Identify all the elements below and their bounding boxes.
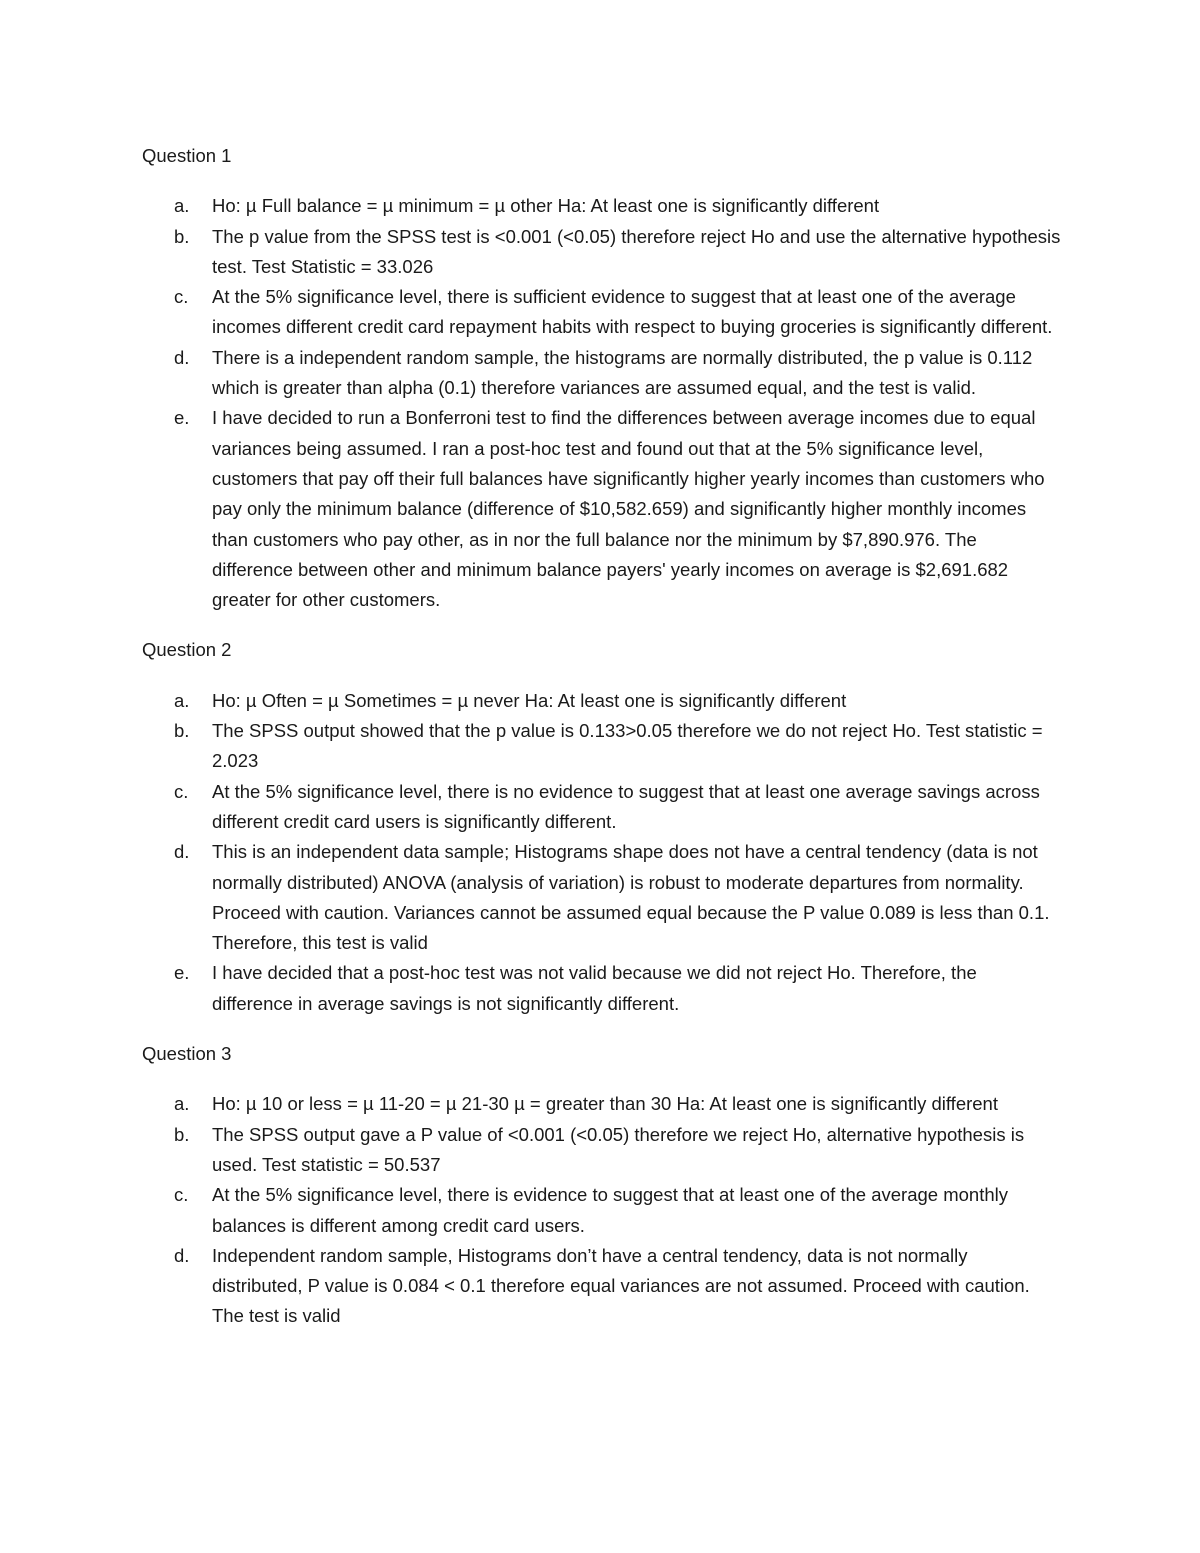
answer-text: Independent random sample, Histograms don’t have a central tendency, data is not normally distributed, P value is 0.084 < 0.1 therefore equal variances are not assumed. Proceed with caution. The test is valid <box>212 1244 1030 1327</box>
answer-item <box>142 716 1062 777</box>
answer-text: The SPSS output showed that the p value is 0.133>0.05 therefore we do not reject Ho. Test statistic = 2.023 <box>212 720 1043 772</box>
answer-text: I have decided that a post-hoc test was not valid because we did not reject Ho. Therefore, the difference in average savings is not significantly different. <box>212 962 977 1014</box>
answer-marker: d. <box>174 346 190 368</box>
answer-item <box>142 403 1062 615</box>
answer-marker: b. <box>174 720 190 742</box>
answer-text: At the 5% significance level, there is sufficient evidence to suggest that at least one of the average incomes different credit card repayment habits with respect to buying groceries is significantly different. <box>212 286 1053 338</box>
answer-text: At the 5% significance level, there is no evidence to suggest that at least one average savings across different credit card users is significantly different. <box>212 780 1040 832</box>
answer-marker: b. <box>174 1123 190 1145</box>
answer-marker: a. <box>174 689 190 711</box>
question-section-3 <box>142 1039 1062 1332</box>
question-section-1 <box>142 141 1062 615</box>
question-title: Question 1 <box>142 145 232 166</box>
answer-marker: c. <box>174 1184 189 1206</box>
answer-marker: b. <box>174 225 190 247</box>
answer-item <box>142 1241 1062 1332</box>
answer-marker: d. <box>174 1244 190 1266</box>
answer-list <box>142 1089 1062 1331</box>
answer-text: Ho: µ 10 or less = µ 11-20 = µ 21-30 µ = greater than 30 Ha: At least one is significantly different <box>212 1093 998 1115</box>
answer-item <box>142 777 1062 838</box>
answer-marker: e. <box>174 962 190 984</box>
answer-item <box>142 1089 1062 1119</box>
answer-item <box>142 1180 1062 1241</box>
answer-item <box>142 191 1062 221</box>
answer-marker: e. <box>174 407 190 429</box>
answer-marker: d. <box>174 841 190 863</box>
answer-marker: c. <box>174 286 189 308</box>
answer-text: This is an independent data sample; Histograms shape does not have a central tendency (data is not normally distributed) ANOVA (analysis of variation) is robust to moderate departures from normality. Proceed with caution. Variances cannot be assumed equal because the P value 0.089 is less than 0.1. Therefore, this test is valid <box>212 841 1050 954</box>
question-section-2 <box>142 635 1062 1019</box>
answer-text: The SPSS output gave a P value of <0.001 (<0.05) therefore we reject Ho, alternative hypothesis is used. Test statistic = 50.537 <box>212 1123 1025 1175</box>
answer-item <box>142 686 1062 716</box>
answer-item <box>142 222 1062 283</box>
answer-list <box>142 191 1062 615</box>
answer-text: Ho: µ Full balance = µ minimum = µ other Ha: At least one is significantly different <box>212 195 880 217</box>
question-title: Question 2 <box>142 639 232 661</box>
answer-marker: a. <box>174 195 190 217</box>
answer-text: There is a independent random sample, the histograms are normally distributed, the p value is 0.112 which is greater than alpha (0.1) therefore variances are assumed equal, and the test is valid. <box>212 346 1033 399</box>
answer-marker: a. <box>174 1093 190 1115</box>
answer-item <box>142 1120 1062 1181</box>
answer-item <box>142 958 1062 1019</box>
answer-text: The p value from the SPSS test is <0.001 (<0.05) therefore reject Ho and use the alternative hypothesis test. Test Statistic = 33.026 <box>212 225 1061 277</box>
answer-list <box>142 686 1062 1019</box>
document-body <box>142 141 1062 1352</box>
answer-item <box>142 343 1062 404</box>
answer-text: At the 5% significance level, there is evidence to suggest that at least one of the average monthly balances is different among credit card users. <box>212 1184 1008 1236</box>
answer-item <box>142 282 1062 343</box>
answer-text: Ho: µ Often = µ Sometimes = µ never Ha: At least one is significantly different <box>212 689 847 711</box>
answer-marker: c. <box>174 780 189 802</box>
answer-item <box>142 837 1062 958</box>
answer-text: I have decided to run a Bonferroni test to find the differences between average incomes due to equal variances being assumed. I ran a post-hoc test and found out that at the 5% significance level, customers that pay off their full balances have significantly higher yearly incomes than customers who pay only the minimum balance (difference of $10,582.659) and significantly higher monthly incomes than customers who pay other, as in nor the full balance nor the minimum by $7,890.976. The difference between other and minimum balance payers' yearly incomes on average is $2,691.682 greater for other customers. <box>212 407 1045 611</box>
question-title: Question 3 <box>142 1043 232 1065</box>
